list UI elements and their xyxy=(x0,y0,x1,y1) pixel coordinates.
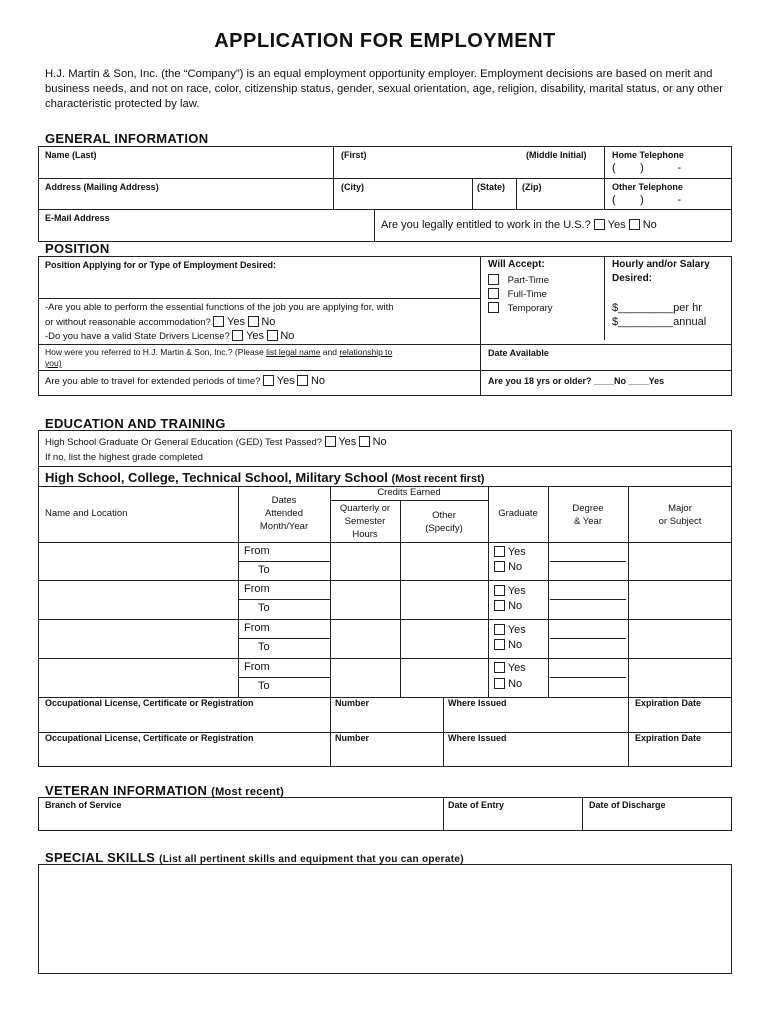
graduate-yes-checkbox[interactable] xyxy=(494,585,505,596)
state-field[interactable]: (State) xyxy=(477,182,506,192)
will-accept-label: Will Accept: xyxy=(488,259,545,270)
drivers-license-question: -Do you have a valid State Drivers License? Yes No xyxy=(45,330,295,342)
veteran-heading: VETERAN INFORMATION (Most recent) xyxy=(45,783,285,798)
address-field[interactable]: Address (Mailing Address) xyxy=(45,182,159,192)
essential-functions-question-line1: -Are you able to perform the essential functions of the job you are applying for, with xyxy=(45,302,394,313)
ged-yes-checkbox[interactable] xyxy=(325,436,336,447)
from-field[interactable]: From xyxy=(244,661,270,673)
position-applying-field[interactable]: Position Applying for or Type of Employment Desired: xyxy=(45,260,277,270)
other-telephone-field[interactable]: Other Telephone xyxy=(612,182,683,192)
graduate-yes-option: Yes xyxy=(494,662,526,674)
salary-label: Hourly and/or Salary xyxy=(612,259,710,270)
education-heading: EDUCATION AND TRAINING xyxy=(45,416,226,431)
other-telephone-format: ( ) - xyxy=(612,194,682,206)
col-other-specify: Other (Specify) xyxy=(425,510,463,534)
essential-functions-question: or without reasonable accommodation? Yes No xyxy=(45,316,276,328)
travel-no-checkbox[interactable] xyxy=(297,375,308,386)
expiration-date-field[interactable]: Expiration Date xyxy=(635,733,702,743)
per-hour-field[interactable]: $_________per hr xyxy=(612,302,702,314)
graduate-yes-checkbox[interactable] xyxy=(494,624,505,635)
special-skills-heading: SPECIAL SKILLS (List all pertinent skills and equipment that you can operate) xyxy=(45,850,464,865)
age-question[interactable]: Are you 18 yrs or older? ____No ____Yes xyxy=(488,376,665,386)
graduate-no-checkbox[interactable] xyxy=(494,600,505,611)
to-field[interactable]: To xyxy=(258,680,270,692)
middle-initial-field[interactable]: (Middle Initial) xyxy=(526,150,587,160)
date-available-field[interactable]: Date Available xyxy=(488,348,549,358)
home-telephone-field[interactable]: Home Telephone xyxy=(612,150,684,160)
ged-no-checkbox[interactable] xyxy=(359,436,370,447)
graduate-no-option: No xyxy=(494,600,522,612)
legal-yes-checkbox[interactable] xyxy=(594,219,605,230)
legally-entitled-question: Are you legally entitled to work in the U.S.? Yes No xyxy=(381,219,657,231)
email-field[interactable]: E-Mail Address xyxy=(45,213,110,223)
col-degree-year: Degree & Year xyxy=(572,503,604,527)
salary-desired-label: Desired: xyxy=(612,273,653,284)
where-issued-field[interactable]: Where Issued xyxy=(448,733,507,743)
col-name-location: Name and Location xyxy=(45,508,128,519)
temporary-option: Temporary xyxy=(488,302,553,314)
special-skills-field[interactable] xyxy=(38,864,732,974)
city-field[interactable]: (City) xyxy=(341,182,364,192)
position-heading: POSITION xyxy=(45,241,110,256)
graduate-no-option: No xyxy=(494,639,522,651)
eeo-statement: H.J. Martin & Son, Inc. (the “Company”) is an equal employment opportunity employer. Employment decisions are based on merit and business needs, and not on race, color, citizenship status, gender, sexual orientation, age, religion, disability, marital status, or any other characteristic protected by law. xyxy=(45,68,723,110)
graduate-no-checkbox[interactable] xyxy=(494,561,505,572)
license-yes-checkbox[interactable] xyxy=(232,330,243,341)
from-field[interactable]: From xyxy=(244,622,270,634)
graduate-yes-checkbox[interactable] xyxy=(494,546,505,557)
col-credits-earned: Credits Earned xyxy=(377,487,441,498)
essential-yes-checkbox[interactable] xyxy=(213,316,224,327)
col-major-subject: Major or Subject xyxy=(658,503,702,527)
from-field[interactable]: From xyxy=(244,583,270,595)
ged-question: High School Graduate Or General Education (GED) Test Passed? Yes No xyxy=(45,436,387,448)
first-name-field[interactable]: (First) xyxy=(341,150,367,160)
to-field[interactable]: To xyxy=(258,564,270,576)
part-time-checkbox[interactable] xyxy=(488,274,499,285)
travel-question: Are you able to travel for extended periods of time? Yes No xyxy=(45,375,326,387)
from-field[interactable]: From xyxy=(244,545,270,557)
branch-of-service-field[interactable]: Branch of Service xyxy=(45,800,122,810)
license-field[interactable]: Occupational License, Certificate or Registration xyxy=(45,698,254,708)
annual-field[interactable]: $_________annual xyxy=(612,316,707,328)
to-field[interactable]: To xyxy=(258,641,270,653)
graduate-yes-option: Yes xyxy=(494,624,526,636)
general-information-heading: GENERAL INFORMATION xyxy=(45,131,209,146)
schools-heading: High School, College, Technical School, Military School (Most recent first) xyxy=(45,470,485,485)
full-time-checkbox[interactable] xyxy=(488,288,499,299)
temporary-checkbox[interactable] xyxy=(488,302,499,313)
graduate-no-checkbox[interactable] xyxy=(494,678,505,689)
to-field[interactable]: To xyxy=(258,602,270,614)
zip-field[interactable]: (Zip) xyxy=(522,182,542,192)
part-time-option: Part-Time xyxy=(488,274,549,286)
license-no-checkbox[interactable] xyxy=(267,330,278,341)
graduate-no-option: No xyxy=(494,678,522,690)
col-dates-attended: Dates Attended Month/Year xyxy=(259,495,309,532)
license-field[interactable]: Occupational License, Certificate or Registration xyxy=(45,733,254,743)
highest-grade-field[interactable]: If no, list the highest grade completed xyxy=(45,452,203,463)
full-time-option: Full-Time xyxy=(488,288,547,300)
referral-question: How were you referred to H.J. Martin & Son, Inc.? (Please list legal name and relationship to you) xyxy=(45,347,393,368)
license-number-field[interactable]: Number xyxy=(335,733,370,743)
expiration-date-field[interactable]: Expiration Date xyxy=(635,698,702,708)
legal-no-checkbox[interactable] xyxy=(629,219,640,230)
col-quarterly-hours: Quarterly or Semester Hours xyxy=(339,503,391,540)
graduate-no-option: No xyxy=(494,561,522,573)
home-telephone-format: ( ) - xyxy=(612,162,682,174)
essential-no-checkbox[interactable] xyxy=(248,316,259,327)
date-of-entry-field[interactable]: Date of Entry xyxy=(448,800,505,810)
graduate-yes-option: Yes xyxy=(494,546,526,558)
page-title: APPLICATION FOR EMPLOYMENT xyxy=(214,30,556,52)
travel-yes-checkbox[interactable] xyxy=(263,375,274,386)
graduate-yes-option: Yes xyxy=(494,585,526,597)
name-last-field[interactable]: Name (Last) xyxy=(45,150,97,160)
license-number-field[interactable]: Number xyxy=(335,698,370,708)
where-issued-field[interactable]: Where Issued xyxy=(448,698,507,708)
graduate-no-checkbox[interactable] xyxy=(494,639,505,650)
col-graduate: Graduate xyxy=(498,508,538,519)
date-of-discharge-field[interactable]: Date of Discharge xyxy=(589,800,666,810)
graduate-yes-checkbox[interactable] xyxy=(494,662,505,673)
